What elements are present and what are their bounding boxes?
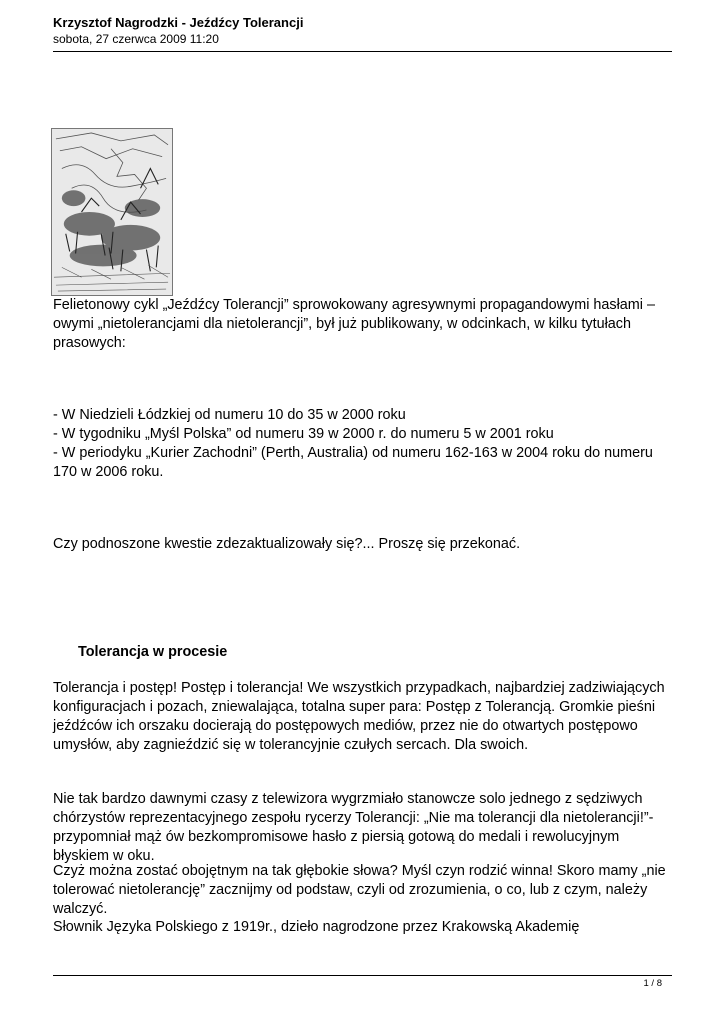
- list-item: - W tygodniku „Myśl Polska” od numeru 39 w 2000 r. do numeru 5 w 2001 roku: [53, 426, 554, 442]
- engraving-four-horsemen-illustration: [52, 129, 172, 295]
- page-number: 1 / 8: [643, 978, 662, 989]
- document-title: Krzysztof Nagrodzki - Jeźdźcy Tolerancji: [53, 15, 304, 30]
- list-item: - W Niedzieli Łódzkiej od numeru 10 do 35 w 2000 roku: [53, 407, 406, 423]
- engraving-illustration: [51, 128, 173, 296]
- footer-divider: [53, 975, 672, 976]
- intro-paragraph: Felietonowy cykl „Jeźdźcy Tolerancji” sprowokowany agresywnymi propagandowymi hasłami – owymi „nietolerancjami dla nietolerancji”, był już publikowany, w odcinkach, w kilku tytułach prasowych:: [53, 297, 655, 351]
- body-paragraph: Tolerancja i postęp! Postęp i tolerancja! We wszystkich przypadkach, najbardziej zadziwiających konfiguracjach i pozach, zniewalająca, totalna super para: Postęp z Tolerancją. Gromkie pieśni jeźdźców ich orszaku docierają do postępowych mediów, przez nie do otwartych postępowo umysłów, aby zagnieździć się w tolerancyjnie czułych sercach. Dla swoich.: [53, 680, 665, 753]
- section-heading: Tolerancja w procesie: [78, 644, 228, 660]
- publication-date: sobota, 27 czerwca 2009 11:20: [53, 32, 219, 46]
- body-paragraph: Nie tak bardzo dawnymi czasy z telewizora wygrzmiało stanowcze solo jednego z sędziwych chórzystów reprezentacyjnego zespołu rycerzy Tolerancji: „Nie ma tolerancji dla nietolerancji!”- przypomniał mąż ów bezkompromisowe hasło z piersią gotową do medali i rewolucyjnym błyskiem w oku.: [53, 791, 654, 864]
- list-item: - W periodyku „Kurier Zachodni” (Perth, Australia) od numeru 162-163 w 2004 roku do numeru 170 w 2006 roku.: [53, 445, 653, 480]
- header-divider: [53, 51, 672, 52]
- question-paragraph: Czy podnoszone kwestie zdezaktualizowały się?... Proszę się przekonać.: [53, 536, 521, 552]
- publication-list: [53, 406, 678, 482]
- body-paragraph: Słownik Języka Polskiego z 1919r., dzieło nagrodzone przez Krakowską Akademię: [53, 919, 580, 935]
- body-paragraph: Czyż można zostać obojętnym na tak głębokie słowa? Myśl czyn rodzić winna! Skoro mamy „nie tolerować nietolerancję” zacznijmy od podstaw, czyli od zrozumienia, o co, lub z czym, należy walczyć.: [53, 863, 666, 917]
